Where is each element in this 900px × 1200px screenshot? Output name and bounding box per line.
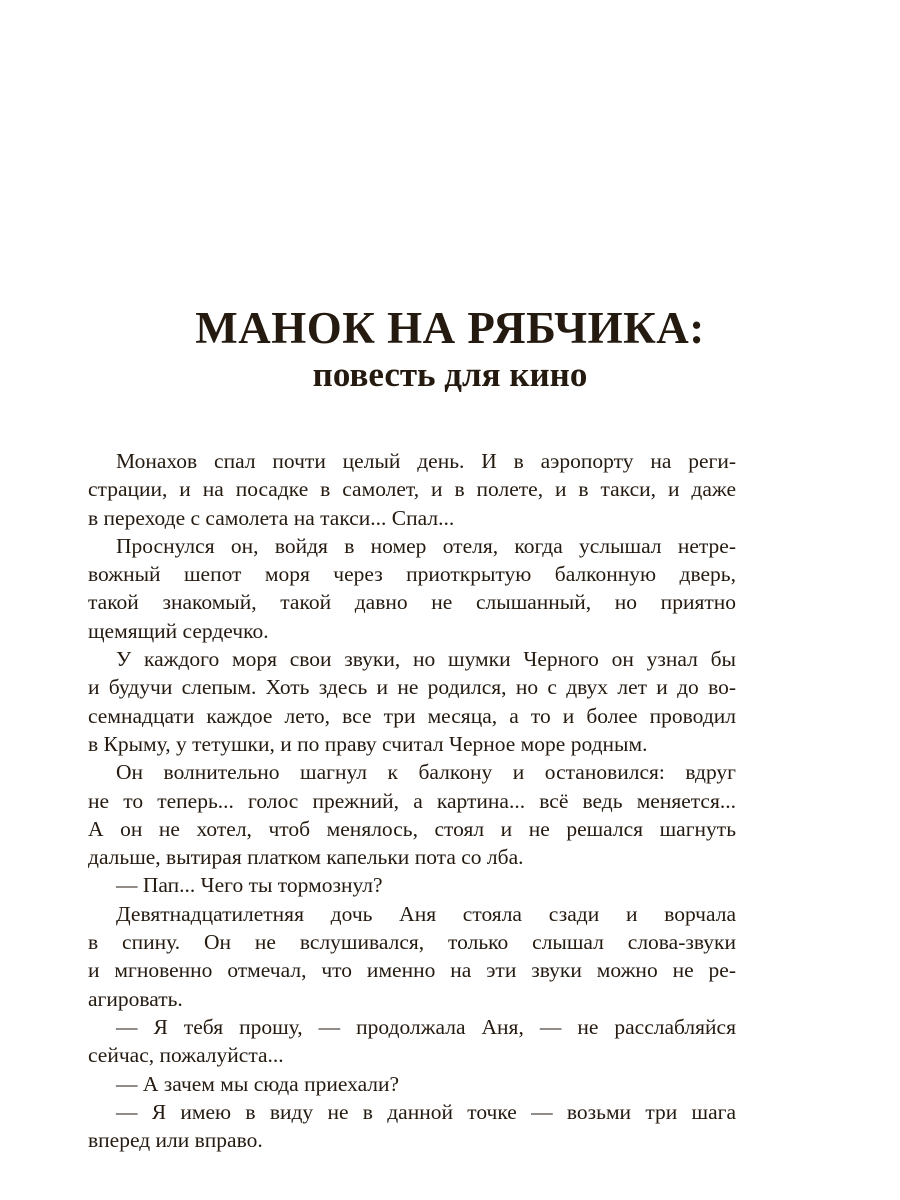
text-line: и будучи слепым. Хоть здесь и не родился, но с двух лет и до во- xyxy=(88,675,736,700)
paragraph xyxy=(88,447,736,532)
paragraph xyxy=(88,758,736,871)
paragraph xyxy=(88,1013,736,1070)
paragraph xyxy=(88,1070,736,1098)
text-line: и мгновенно отмечал, что именно на эти звуки можно не ре- xyxy=(88,958,736,983)
text-line: дальше, вытирая платком капельки пота со лба. xyxy=(88,845,524,870)
text-line: в спину. Он не вслушивался, только слышал слова-звуки xyxy=(88,930,736,955)
body-text xyxy=(88,447,736,1154)
text-line: страции, и на посадке в самолет, и в полете, и в такси, и даже xyxy=(88,477,736,502)
text-line: — Я тебя прошу, — продолжала Аня, — не расслабляйся xyxy=(116,1014,736,1039)
chapter-title: МАНОК НА РЯБЧИКА: xyxy=(195,303,705,353)
paragraph xyxy=(88,900,736,1013)
text-line: Монахов спал почти целый день. И в аэропорту на реги- xyxy=(116,449,736,473)
text-line: сейчас, пожалуйста... xyxy=(88,1043,284,1068)
paragraph xyxy=(88,871,736,899)
text-line: У каждого моря свои звуки, но шумки Черного он узнал бы xyxy=(116,647,736,672)
text-line: семнадцати каждое лето, все три месяца, а то и более проводил xyxy=(88,703,736,728)
text-line: Девятнадцатилетняя дочь Аня стояла сзади и ворчала xyxy=(116,901,736,926)
paragraph xyxy=(88,1098,736,1155)
text-line: в переходе с самолета на такси... Спал... xyxy=(88,505,455,530)
paragraph xyxy=(88,532,736,645)
text-line: — Я имею в виду не в данной точке — возьми три шага xyxy=(116,1099,736,1124)
text-line: не то теперь... голос прежний, а картина... всё ведь меняется... xyxy=(88,788,736,813)
text-line: вожный шепот моря через приоткрытую балконную дверь, xyxy=(88,562,736,587)
text-line: такой знакомый, такой давно не слышанный, но приятно xyxy=(88,590,736,615)
text-line: — Пап... Чего ты тормознул? xyxy=(116,873,383,898)
text-line: вперед или вправо. xyxy=(88,1128,263,1153)
text-line: в Крыму, у тетушки, и по праву считал Черное море родным. xyxy=(88,731,648,756)
text-line: щемящий сердечко. xyxy=(88,618,269,643)
text-line: Проснулся он, войдя в номер отеля, когда услышал нетре- xyxy=(116,533,736,558)
chapter-subtitle: повесть для кино xyxy=(312,355,588,394)
text-line: Он волнительно шагнул к балкону и остановился: вдруг xyxy=(116,760,736,785)
text-line: — А зачем мы сюда приехали? xyxy=(116,1071,400,1096)
text-line: агировать. xyxy=(88,986,183,1011)
text-line: А он не хотел, чтоб менялось, стоял и не решался шагнуть xyxy=(88,816,736,841)
paragraph xyxy=(88,645,736,758)
